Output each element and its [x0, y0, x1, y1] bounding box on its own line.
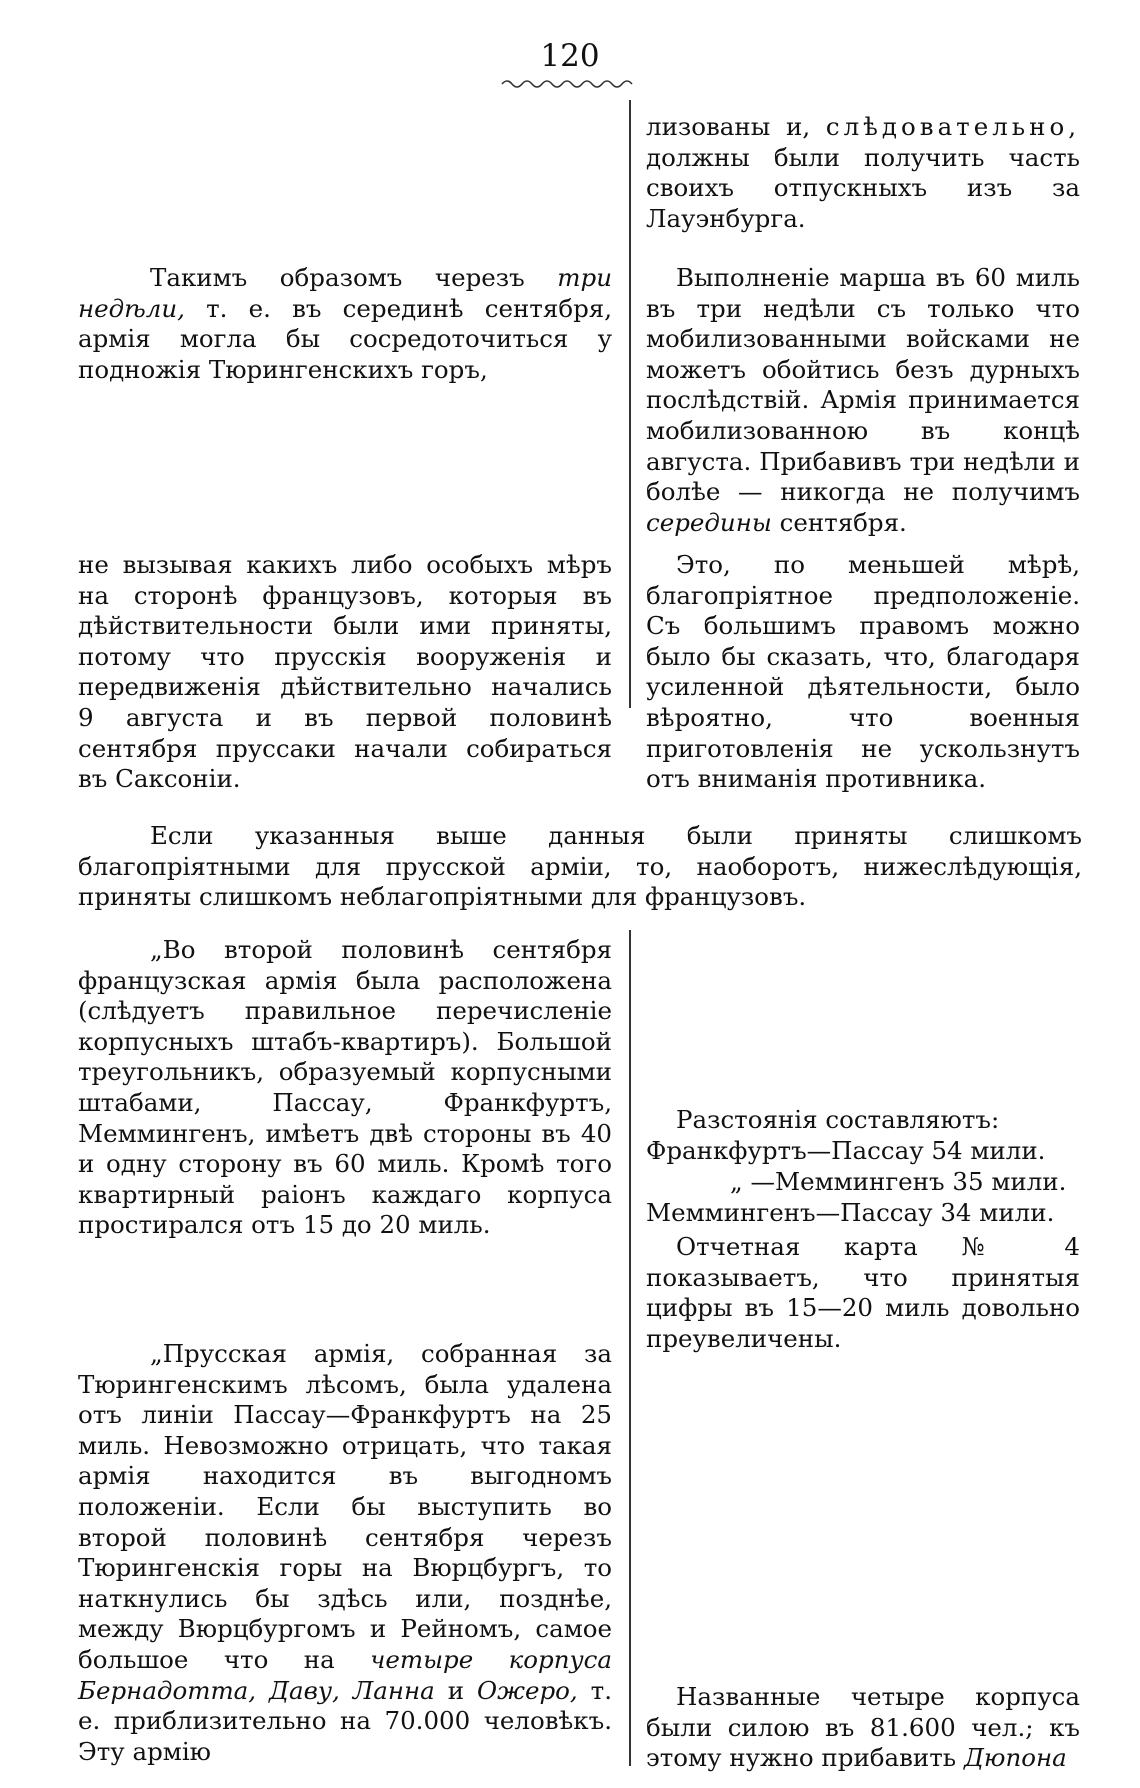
left-quote-2: „Прусская армія, собранная за Тюрингенскимъ лѣсомъ, была удалена отъ линіи Пассау—Франкфуртъ на 25 миль. Невозможно отрицать, что такая армія находится въ выгодномъ положеніи. Если бы выступить во второй половинѣ сентября черезъ Тюрингенскія горы на Вюрцбургъ, то наткнулись бы здѣсь или, позднѣе, между Вюрцбургомъ и Рейномъ, самое большое что на четыре корпуса Бернадотта, Даву, Ланна и Ожеро, т. е. приблизительно на 70.000 человѣкъ. Эту армію: [78, 1339, 613, 1766]
right-paragraph-3: Это, по меньшей мѣрѣ, благопріятное предположеніе. Съ большимъ правомъ можно было бы сказать, что, благодаря усиленной дѣятельности, было вѣроятно, что военныя приготовленія не ускользнутъ отъ вниманія противника.: [646, 550, 1080, 794]
full-width-paragraph: Если указанныя выше данныя были приняты слишкомъ благопріятными для прусской арміи, то, наоборотъ, нижеслѣдующія, приняты слишкомъ неблагопріятными для французовъ.: [78, 821, 1082, 912]
right-last-paragraph: Названные четыре корпуса были силою въ 81.600 чел.; къ этому нужно прибавить Дюпона: [646, 1682, 1080, 1773]
column-divider-top: [629, 100, 631, 708]
left-quote-1: „Во второй половинѣ сентября французская армія была расположена (слѣдуетъ правильное перечисленіе корпусныхъ штабъ-квартиръ). Большой треугольникъ, образуемый корпусными штабами, Пассау, Франкфуртъ, Меммингенъ, имѣетъ двѣ стороны въ 40 и одну сторону въ 60 миль. Кромѣ того квартирный раіонъ каждаго корпуса простирался отъ 15 до 20 миль.: [78, 935, 612, 1240]
distances-title: Разстоянія составляютъ:: [676, 1105, 1000, 1134]
right-paragraph-continued: лизованы и, слѣдовательно, должны были получить часть своихъ отпускныхъ изъ за Лауэнбурга.: [646, 112, 1080, 233]
column-divider-bottom: [629, 930, 631, 1766]
page-number: 120: [540, 38, 600, 74]
right-paragraph-2: Выполненіе марша въ 60 миль въ три недѣли съ только что мобилизованными войсками не можетъ обойтись безъ дурныхъ послѣдствій. Армія принимается мобилизованною въ концѣ августа. Прибавивъ три недѣли и болѣе — никогда не получимъ середины сентября.: [646, 263, 1080, 537]
left-paragraph-2: не вызывая какихъ либо особыхъ мѣръ на сторонѣ французовъ, которыя въ дѣйствительности были ими приняты, потому что прусскія вооруженія и передвиженія дѣйствительно начались 9 августа и въ первой половинѣ сентября пруссаки начали собираться въ Саксоніи.: [78, 550, 612, 794]
distance-row-2: „ —Меммингенъ 35 мили.: [730, 1167, 1067, 1196]
distance-row-3: Меммингенъ—Пассау 34 мили.: [646, 1198, 1055, 1227]
ornament-rule: [500, 78, 640, 90]
left-paragraph-1: Такимъ образомъ черезъ три недѣли, т. е. въ серединѣ сентября, армія могла бы сосредоточиться у подножія Тюрингенскихъ горъ,: [78, 263, 612, 384]
right-map-paragraph: Отчетная карта № 4 показываетъ, что принятыя цифры въ 15—20 миль довольно преувеличены.: [646, 1232, 1080, 1353]
distance-row-1: Франкфуртъ—Пассау 54 мили.: [646, 1136, 1046, 1165]
